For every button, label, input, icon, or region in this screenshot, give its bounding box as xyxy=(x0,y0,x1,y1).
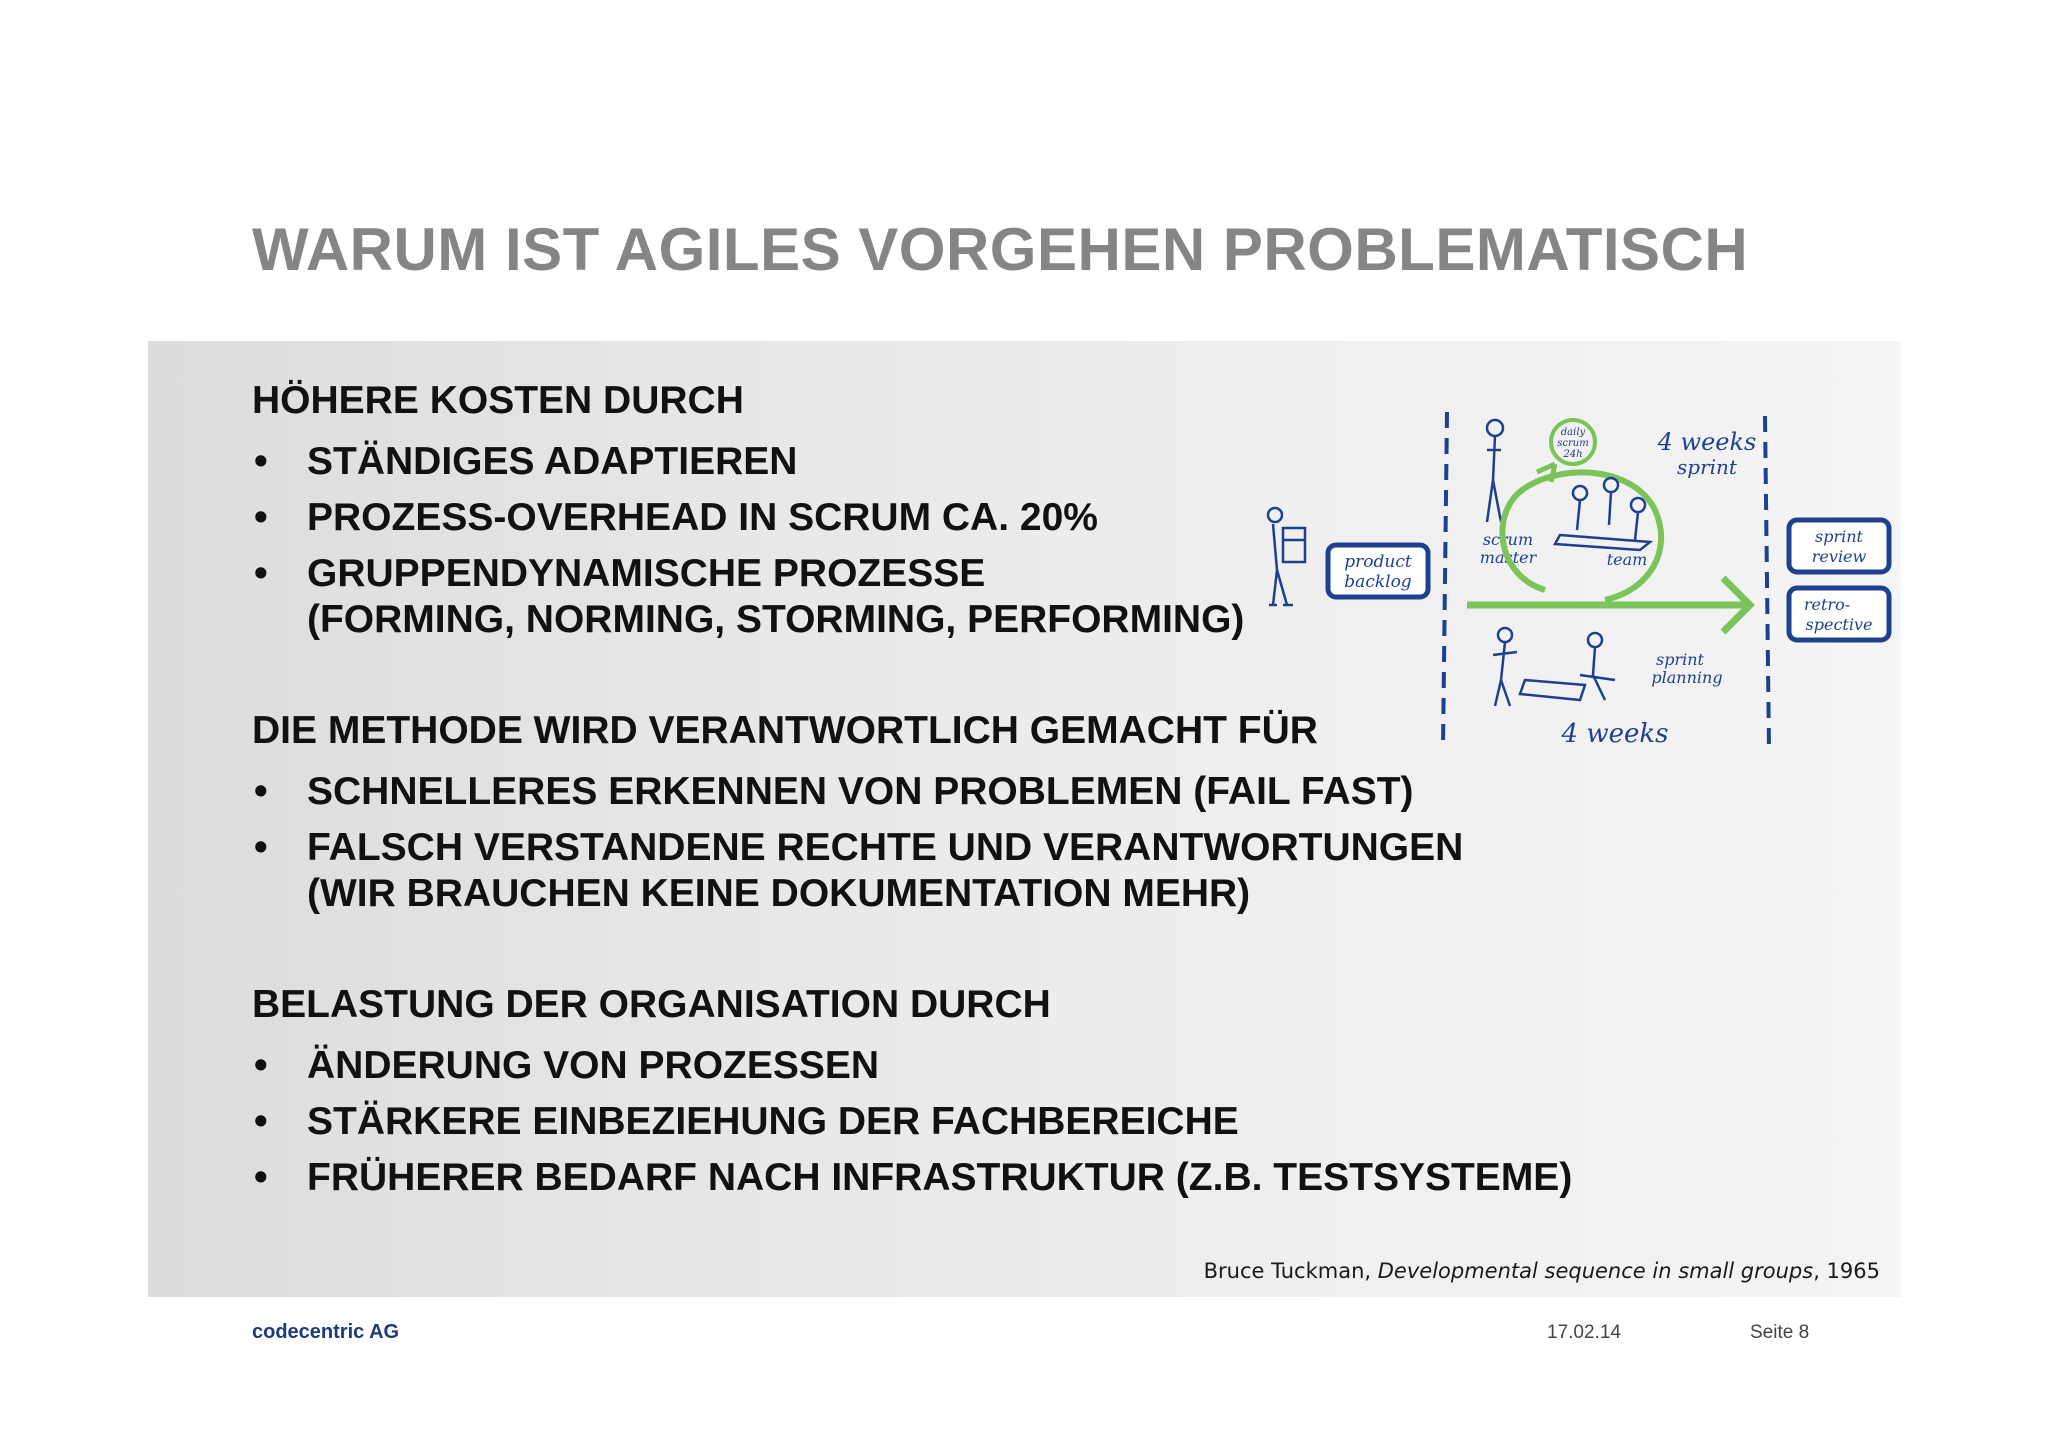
footer-page-number: Seite 8 xyxy=(1750,1322,1810,1343)
product-backlog-label-2: backlog xyxy=(1344,572,1412,592)
slide-title: WARUM IST AGILES VORGEHEN PROBLEMATISCH xyxy=(252,216,1749,283)
footer-date: 17.02.14 xyxy=(1547,1322,1621,1343)
bullet-dot: • xyxy=(254,770,268,813)
product-backlog-label-1: product xyxy=(1344,552,1412,572)
sprint-length-label-2: sprint xyxy=(1677,455,1737,479)
bullet-item xyxy=(252,1099,1702,1145)
scrum-process-diagram xyxy=(1255,400,1915,760)
footer-company: codecentric AG xyxy=(252,1321,400,1343)
separator-left xyxy=(1443,412,1447,748)
retrospective-label-1: retro- xyxy=(1803,595,1851,614)
bullet-item xyxy=(252,825,1702,917)
scrum-master-figure xyxy=(1487,420,1503,522)
bullet-text: GRUPPENDYNAMISCHE PROZESSE xyxy=(307,552,986,595)
section-heading: DIE METHODE WIRD VERANTWORTLICH GEMACHT FÜR xyxy=(252,709,1318,752)
daily-scrum-label-1: daily xyxy=(1560,427,1586,438)
retrospective-label-2: spective xyxy=(1805,615,1873,634)
bullet-text: STÄRKERE EINBEZIEHUNG DER FACHBEREICHE xyxy=(307,1100,1239,1143)
bullet-text: PROZESS-OVERHEAD IN SCRUM CA. 20% xyxy=(307,496,1098,539)
planning-figures xyxy=(1493,628,1615,706)
sprint-planning-label-1: sprint xyxy=(1656,650,1704,669)
bullet-text: STÄNDIGES ADAPTIEREN xyxy=(307,440,798,483)
citation xyxy=(1204,1259,1880,1283)
sprint-length-label-1: 4 weeks xyxy=(1657,428,1757,456)
bullet-item xyxy=(252,769,1702,815)
sprint-review-label-1: sprint xyxy=(1815,527,1863,546)
citation-year: , 1965 xyxy=(1813,1259,1880,1283)
bullet-dot: • xyxy=(254,826,268,869)
bullet-text: SCHNELLERES ERKENNEN VON PROBLEMEN (FAIL FAST) xyxy=(307,770,1414,813)
bullet-dot: • xyxy=(254,1156,268,1199)
daily-scrum-label-3: 24h xyxy=(1563,449,1583,460)
bullet-text: ÄNDERUNG VON PROZESSEN xyxy=(307,1044,880,1087)
section-heading: BELASTUNG DER ORGANISATION DURCH xyxy=(252,983,1051,1026)
bullet-text: FRÜHERER BEDARF NACH INFRASTRUKTUR (Z.B. TESTSYSTEME) xyxy=(307,1156,1573,1199)
section-heading: HÖHERE KOSTEN DURCH xyxy=(252,379,744,422)
sprint-planning-label-2: planning xyxy=(1651,668,1723,687)
planning-length-label: 4 weeks xyxy=(1561,719,1669,749)
team-label: team xyxy=(1606,550,1648,569)
bullet-text-continuation: (WIR BRAUCHEN KEINE DOKUMENTATION MEHR) xyxy=(307,872,1251,915)
daily-scrum-label-2: scrum xyxy=(1557,438,1589,449)
product-owner-figure xyxy=(1268,508,1305,605)
citation-work: Developmental sequence in small groups xyxy=(1377,1259,1814,1283)
bullet-dot: • xyxy=(254,1044,268,1087)
scrum-master-label-1: scrum xyxy=(1482,530,1534,549)
bullet-text-continuation: (FORMING, NORMING, STORMING, PERFORMING) xyxy=(307,598,1245,641)
bullet-dot: • xyxy=(254,552,268,595)
bullet-item xyxy=(252,1043,1702,1089)
bullet-dot: • xyxy=(254,496,268,539)
separator-right xyxy=(1765,416,1769,748)
bullet-dot: • xyxy=(254,1100,268,1143)
citation-author: Bruce Tuckman, xyxy=(1203,1259,1378,1283)
sprint-review-label-2: review xyxy=(1811,547,1867,566)
scrum-master-label-2: master xyxy=(1479,548,1537,567)
bullet-text: FALSCH VERSTANDENE RECHTE UND VERANTWORTUNGEN xyxy=(307,826,1464,869)
bullet-dot: • xyxy=(254,440,268,483)
bullet-item xyxy=(252,1155,1702,1201)
section-organisation xyxy=(252,977,1702,1201)
